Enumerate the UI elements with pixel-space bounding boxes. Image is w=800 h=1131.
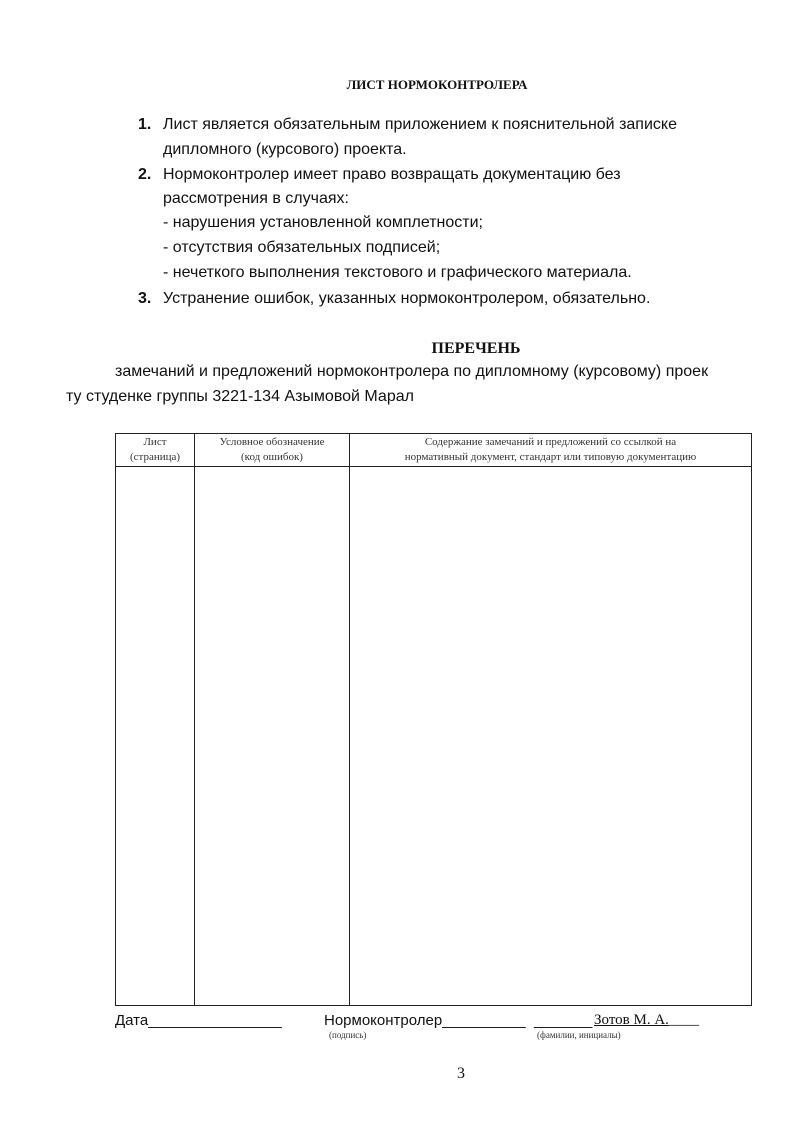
normcontroller-name-text: Зотов М. А.	[594, 1012, 669, 1028]
normcontroller-name-tail: ____	[668, 1012, 699, 1028]
date-field: Дата________________	[115, 1012, 282, 1029]
rule-2-line-2: рассмотрения в случаях:	[163, 190, 349, 207]
page-title: ЛИСТ НОРМОКОНТРОЛЕРА	[346, 77, 528, 92]
col-header-page-line-2: (страница)	[129, 451, 181, 463]
col-header-content	[350, 434, 752, 467]
rule-1-line-2: дипломного (курсового) проекта.	[163, 141, 407, 158]
table-body-row	[116, 467, 752, 1006]
col-header-code-line-2: (код ошибок)	[241, 451, 303, 463]
remarks-table	[115, 433, 752, 1006]
col-header-code-line-1: Условное обозначение	[219, 436, 325, 448]
signature-blank: _______	[534, 1012, 593, 1029]
table-header-row	[116, 434, 752, 467]
rule-2-number: 2.	[138, 166, 152, 183]
code-cell	[195, 467, 350, 1006]
rule-2-line-4: - отсутствия обязательных подписей;	[163, 239, 441, 256]
intro-line-2: ту студенке группы 3221-134 Азымовой Марал	[66, 388, 414, 405]
page-cell	[116, 467, 195, 1006]
intro-line-1: замечаний и предложений нормоконтролера по дипломному (курсовому) проек	[115, 363, 709, 380]
rule-2-line-3: - нарушения установленной комплетности;	[163, 214, 483, 231]
list-heading: ПЕРЕЧЕНЬ	[431, 340, 521, 357]
signature-caption: (подпись)	[329, 1030, 367, 1040]
normcontroller-name	[594, 1012, 699, 1029]
rule-1-line-1: Лист является обязательным приложением к пояснительной записке	[163, 116, 677, 133]
rule-2-line-1: Нормоконтролер имеет право возвращать документацию без	[163, 166, 621, 183]
rule-3-line-1: Устранение ошибок, указанных нормоконтролером, обязательно.	[163, 290, 651, 307]
col-header-page-line-1: Лист	[143, 436, 167, 448]
page-number: 3	[457, 1065, 465, 1082]
rule-1-number: 1.	[138, 116, 152, 133]
rule-2-line-5: - нечеткого выполнения текстового и графического материала.	[163, 264, 632, 281]
col-header-code	[195, 434, 350, 467]
normcontroller-label: Нормоконтролер__________	[324, 1012, 526, 1029]
col-header-content-line-1: Содержание замечаний и предложений со ссылкой на	[424, 436, 677, 448]
col-header-content-line-2: нормативный документ, стандарт или типовую документацию	[404, 451, 697, 463]
rule-3-number: 3.	[138, 290, 152, 307]
name-caption: (фамилии, инициалы)	[537, 1030, 621, 1040]
content-cell	[350, 467, 752, 1006]
col-header-page	[116, 434, 195, 467]
